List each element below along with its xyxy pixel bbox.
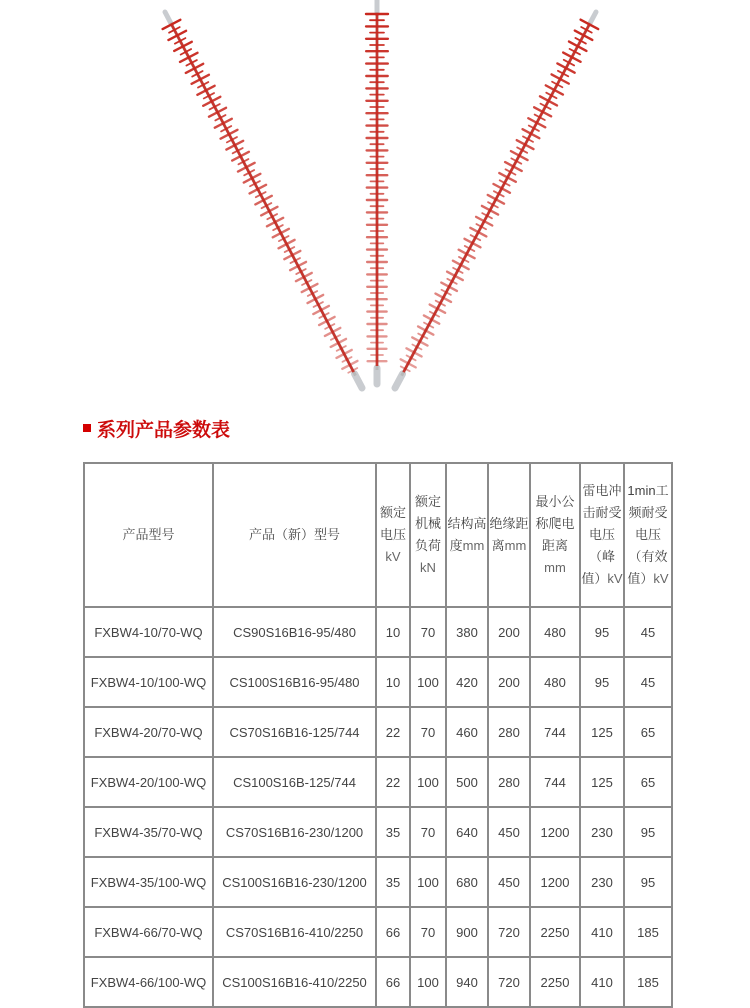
table-cell: 100 (410, 657, 446, 707)
table-cell: 280 (488, 757, 530, 807)
table-cell: 680 (446, 857, 488, 907)
table-header-row (84, 463, 672, 607)
table-row (84, 707, 672, 757)
table-cell: CS90S16B16-95/480 (213, 607, 376, 657)
table-cell: 100 (410, 857, 446, 907)
table-cell: 744 (530, 707, 580, 757)
insulator-left (163, 12, 362, 388)
table-cell: 450 (488, 857, 530, 907)
table-cell: 66 (376, 957, 410, 1007)
table-cell: 200 (488, 657, 530, 707)
table-cell: 185 (624, 957, 672, 1007)
header-cell: 结构高度mm (446, 463, 488, 607)
table-cell: CS70S16B16-125/744 (213, 707, 376, 757)
table-cell: 480 (530, 607, 580, 657)
spec-table (83, 462, 673, 1008)
table-cell: CS70S16B16-410/2250 (213, 907, 376, 957)
table-cell: FXBW4-10/70-WQ (84, 607, 213, 657)
table-cell: 22 (376, 707, 410, 757)
section-title-text: 系列产品参数表 (97, 418, 231, 441)
table-cell: 185 (624, 907, 672, 957)
header-cell: 绝缘距离mm (488, 463, 530, 607)
table-cell: CS100S16B16-230/1200 (213, 857, 376, 907)
table-cell: 410 (580, 957, 624, 1007)
table-row (84, 807, 672, 857)
table-row (84, 907, 672, 957)
table-row (84, 757, 672, 807)
table-cell: 45 (624, 607, 672, 657)
table-cell: FXBW4-35/70-WQ (84, 807, 213, 857)
table-cell: 450 (488, 807, 530, 857)
insulator-right (395, 12, 598, 388)
table-cell: 125 (580, 757, 624, 807)
header-cell: 产品（新）型号 (213, 463, 376, 607)
table-cell: 10 (376, 657, 410, 707)
table-cell: 640 (446, 807, 488, 857)
table-cell: 940 (446, 957, 488, 1007)
header-cell: 雷电冲击耐受电压（峰值）kV (580, 463, 624, 607)
table-cell: 22 (376, 757, 410, 807)
header-cell: 产品型号 (84, 463, 213, 607)
table-cell: CS100S16B16-410/2250 (213, 957, 376, 1007)
table-row (84, 657, 672, 707)
table-cell: CS70S16B16-230/1200 (213, 807, 376, 857)
table-cell: 200 (488, 607, 530, 657)
table-cell: FXBW4-66/70-WQ (84, 907, 213, 957)
table-cell: 35 (376, 857, 410, 907)
table-cell: 35 (376, 807, 410, 857)
table-cell: 70 (410, 707, 446, 757)
table-cell: 66 (376, 907, 410, 957)
table-cell: 744 (530, 757, 580, 807)
table-cell: 420 (446, 657, 488, 707)
section-marker-icon (83, 424, 91, 432)
table-cell: 65 (624, 707, 672, 757)
header-cell: 额定机械负荷kN (410, 463, 446, 607)
table-cell: 95 (624, 857, 672, 907)
table-cell: CS100S16B-125/744 (213, 757, 376, 807)
table-cell: 125 (580, 707, 624, 757)
table-cell: 95 (580, 657, 624, 707)
table-cell: 410 (580, 907, 624, 957)
table-cell: 720 (488, 907, 530, 957)
table-cell: FXBW4-20/70-WQ (84, 707, 213, 757)
table-cell: 100 (410, 957, 446, 1007)
table-cell: FXBW4-66/100-WQ (84, 957, 213, 1007)
table-cell: 480 (530, 657, 580, 707)
table-row (84, 607, 672, 657)
table-cell: 70 (410, 907, 446, 957)
table-cell: FXBW4-10/100-WQ (84, 657, 213, 707)
table-cell: 460 (446, 707, 488, 757)
table-cell: 95 (624, 807, 672, 857)
table-cell: 500 (446, 757, 488, 807)
insulator-center (366, 0, 388, 384)
table-cell: 1200 (530, 857, 580, 907)
table-cell: FXBW4-35/100-WQ (84, 857, 213, 907)
table-cell: 230 (580, 807, 624, 857)
table-cell: 2250 (530, 957, 580, 1007)
table-cell: 65 (624, 757, 672, 807)
table-cell: 70 (410, 607, 446, 657)
table-cell: 280 (488, 707, 530, 757)
table-cell: 900 (446, 907, 488, 957)
header-cell: 最小公称爬电距离 mm (530, 463, 580, 607)
table-cell: 45 (624, 657, 672, 707)
table-cell: 2250 (530, 907, 580, 957)
table-cell: 100 (410, 757, 446, 807)
header-cell: 1min工频耐受电压（有效值）kV (624, 463, 672, 607)
table-cell: 10 (376, 607, 410, 657)
table-row (84, 857, 672, 907)
product-image-insulators (0, 0, 750, 400)
section-title (83, 415, 230, 441)
header-cell: 额定电压 kV (376, 463, 410, 607)
table-cell: CS100S16B16-95/480 (213, 657, 376, 707)
table-cell: FXBW4-20/100-WQ (84, 757, 213, 807)
table-cell: 230 (580, 857, 624, 907)
table-cell: 70 (410, 807, 446, 857)
table-cell: 95 (580, 607, 624, 657)
table-cell: 1200 (530, 807, 580, 857)
table-cell: 380 (446, 607, 488, 657)
table-cell: 720 (488, 957, 530, 1007)
